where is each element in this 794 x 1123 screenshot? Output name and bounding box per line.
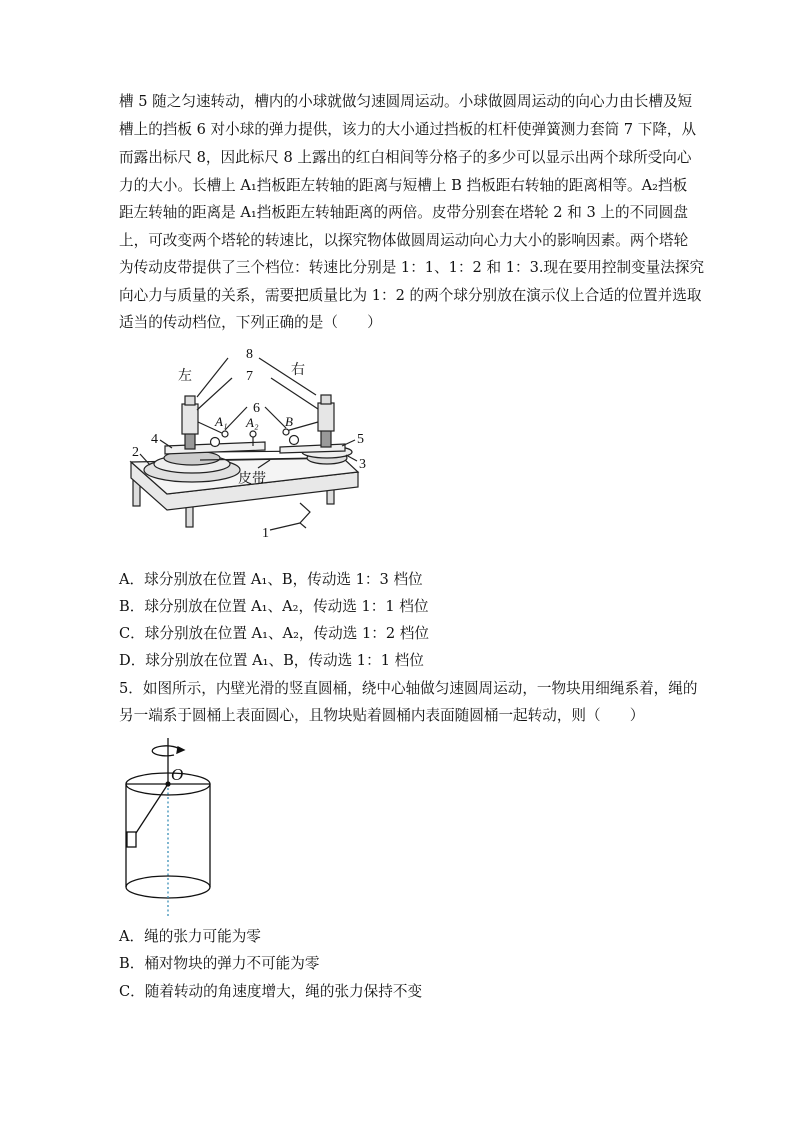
crank-handle [300,503,310,528]
right-sleeve [318,403,334,431]
centripetal-force-apparatus-figure [0,0,794,560]
label-a2: A₂ [246,415,259,430]
q5-option-b: B．桶对物块的弹力不可能为零 [119,955,320,972]
q4-stem-line: 距左转轴的距离是 A₁挡板距左转轴距离的两倍。皮带分别套在塔轮 2 和 3 上的不同圆盘 [119,204,688,221]
label-4: 4 [151,432,158,447]
ball [290,436,299,445]
q4-option-d: D．球分别放在位置 A₁、B，传动选 1：1 档位 [119,652,424,669]
label-2: 2 [132,445,139,460]
q4-option-a: A．球分别放在位置 A₁、B，传动选 1：3 档位 [119,571,423,588]
q4-stem-line: 而露出标尺 8，因此标尺 8 上露出的红白相间等分格子的多少可以显示出两个球所受向心 [119,149,692,166]
label-7: 7 [246,369,253,384]
label-right: 右 [291,363,305,378]
label-3: 3 [359,457,366,472]
rotating-cylinder-figure [100,730,240,925]
ball [211,438,220,447]
q4-stem-line: 上，可改变两个塔轮的转速比，以探究物体做圆周运动向心力大小的影响因素。两个塔轮 [119,232,689,249]
q4-stem-line: 向心力与质量的关系，需要把质量比为 1：2 的两个球分别放在演示仪上合适的位置并选取 [119,287,702,304]
q5-stem-line: 另一端系于圆桶上表面圆心，且物块贴着圆桶内表面随圆桶一起转动，则（ ） [119,707,645,724]
label-8: 8 [246,347,253,362]
label-o: O [171,765,184,784]
label-left: 左 [178,369,192,384]
label-5: 5 [357,432,364,447]
label-6: 6 [253,401,260,416]
q5-option-c: C．随着转动的角速度增大，绳的张力保持不变 [119,983,423,1000]
label-belt: 皮带 [238,472,266,487]
q4-stem-line: 槽上的挡板 6 对小球的弹力提供，该力的大小通过挡板的杠杆使弹簧测力套筒 7 下降，从 [119,121,697,138]
label-a1: A₁ [215,414,228,429]
short-groove [280,444,345,453]
block [127,832,136,847]
q4-stem-line: 力的大小。长槽上 A₁挡板距左转轴的距离与短槽上 B 挡板距右转轴的距离相等。A₂挡板 [119,177,688,194]
q4-option-c: C．球分别放在位置 A₁、A₂，传动选 1：2 档位 [119,625,429,642]
left-sleeve [182,404,198,434]
q4-stem-line: 适当的传动档位，下列正确的是（ ） [119,314,382,331]
right-spring [321,430,331,447]
q4-stem-line: 为传动皮带提供了三个档位：转速比分别是 1：1、1：2 和 1：3.现在要用控制变量法探究 [119,259,705,276]
q4-option-b: B．球分别放在位置 A₁、A₂，传动选 1：1 档位 [119,598,429,615]
rotation-arrow-icon [152,746,180,756]
label-1: 1 [262,526,269,541]
q4-stem-line: 槽 5 随之匀速转动，槽内的小球就做匀速圆周运动。小球做圆周运动的向心力由长槽及短 [119,93,693,110]
q5-option-a: A．绳的张力可能为零 [119,928,261,945]
q5-stem-line: 5．如图所示，内壁光滑的竖直圆桶，绕中心轴做匀速圆周运动，一物块用细绳系着，绳的 [119,680,698,697]
rope [136,784,168,833]
label-b: B [285,414,293,429]
leg [186,505,193,527]
